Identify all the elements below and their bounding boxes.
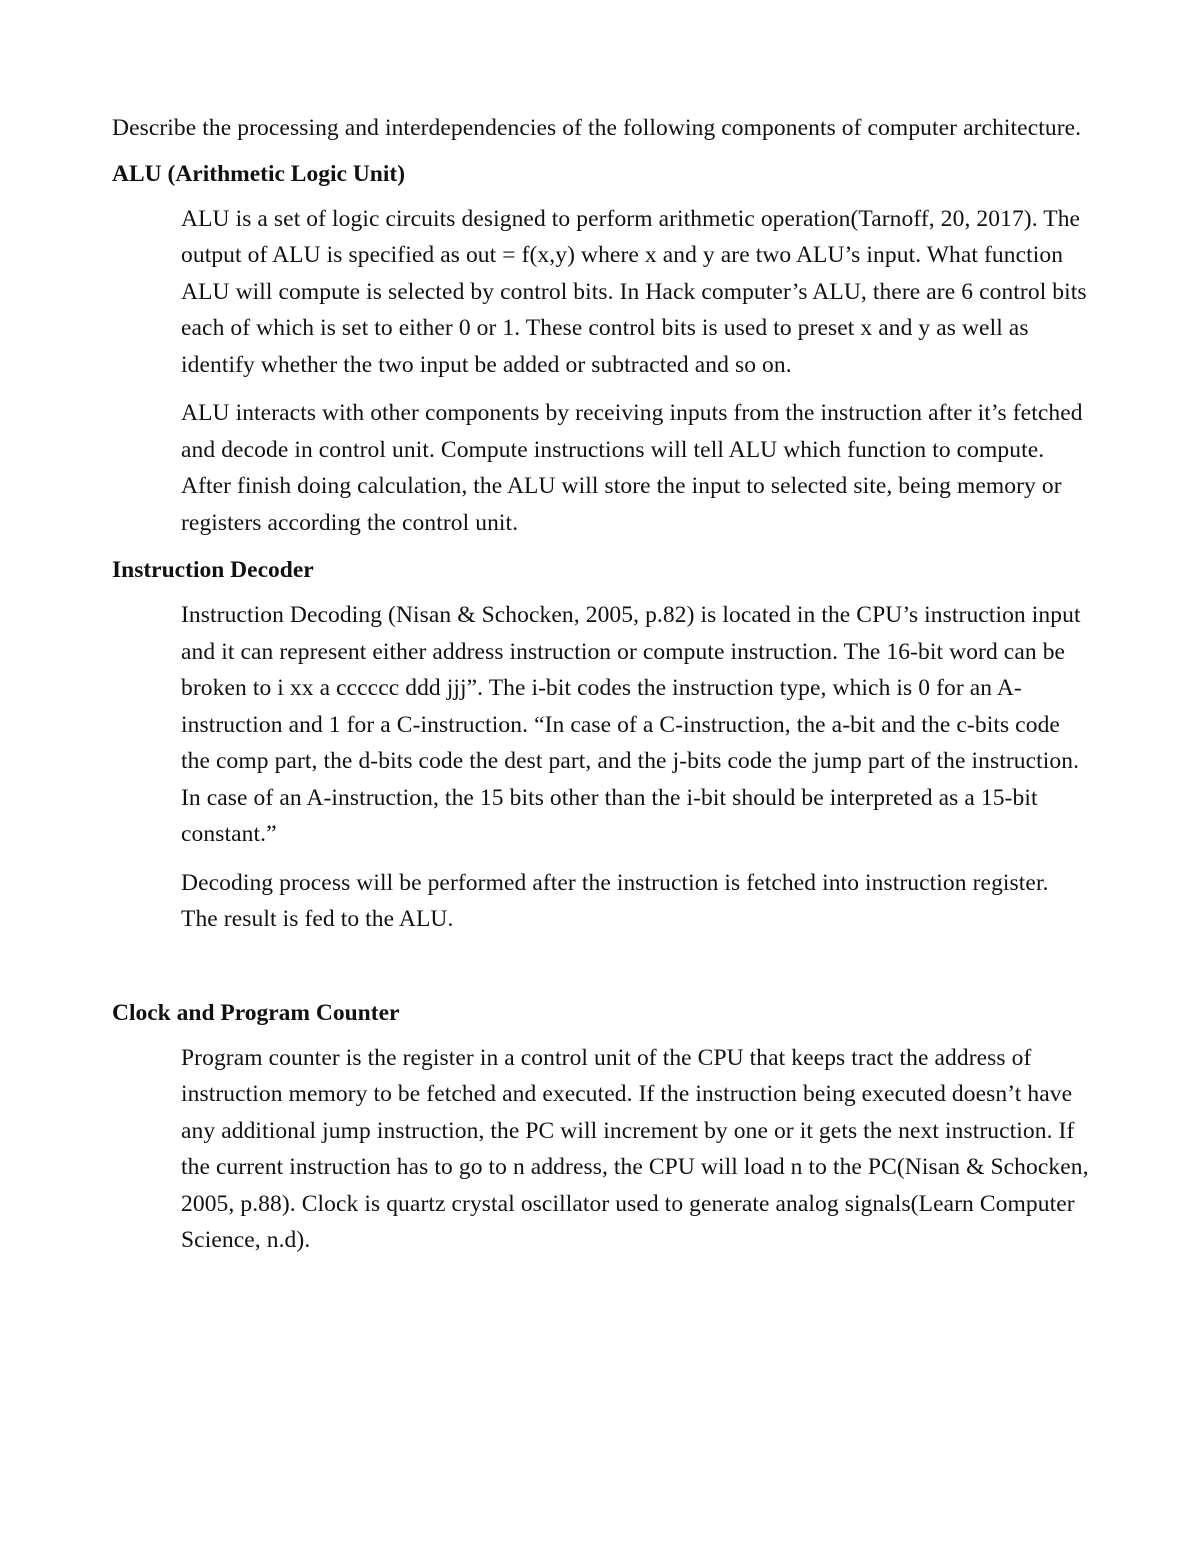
alu-paragraph-2: ALU interacts with other components by receiving inputs from the instruction after it’s fetched and decode in control unit. Compute instructions will tell ALU which function to compute. After finish doing calculation, the ALU will store the input to selected site, being memory or registers according the control unit.: [181, 400, 1083, 536]
section-spacer: [112, 950, 1090, 996]
section-heading-instruction-decoder: Instruction Decoder: [112, 557, 314, 583]
section-clock-program-counter: [112, 996, 1090, 1259]
section-instruction-decoder: [112, 553, 1090, 938]
clock-paragraph-1: Program counter is the register in a control unit of the CPU that keeps tract the address of instruction memory to be fetched and executed. If the instruction being executed doesn’t have any additional jump instruction, the PC will increment by one or it gets the next instruction. If the current instruction has to go to n address, the CPU will load n to the PC(Nisan & Schocken, 2005, p.88). Clock is quartz crystal oscillator used to generate analog signals(Learn Computer Science, n.d).: [181, 1044, 1089, 1253]
decoder-paragraph-2: Decoding process will be performed after the instruction is fetched into instruction register. The result is fed to the ALU.: [181, 869, 1049, 932]
decoder-paragraph-1: Instruction Decoding (Nisan & Schocken, 2005, p.82) is located in the CPU’s instruction input and it can represent either address instruction or compute instruction. The 16-bit word can be broken to i xx a cccccc ddd jjj”. The i-bit codes the instruction type, which is 0 for an A-instruction and 1 for a C-instruction. “In case of a C-instruction, the a-bit and the c-bits code the comp part, the d-bits code the dest part, and the j-bits code the jump part of the instruction. In case of an A-instruction, the 15 bits other than the i-bit should be interpreted as a 15-bit constant.”: [181, 602, 1081, 847]
section-heading-alu: ALU (Arithmetic Logic Unit): [112, 160, 406, 187]
intro-text: Describe the processing and interdependencies of the following components of computer architecture.: [112, 115, 1082, 141]
section-heading-clock-program-counter: Clock and Program Counter: [112, 999, 400, 1026]
section-alu: [112, 157, 1090, 542]
alu-paragraph-1: ALU is a set of logic circuits designed to perform arithmetic operation(Tarnoff, 20, 2017). The output of ALU is specified as out = f(x,y) where x and y are two ALU’s input. What function ALU will compute is selected by control bits. In Hack computer’s ALU, there are 6 control bits each of which is set to either 0 or 1. These control bits is used to preset x and y as well as identify whether the two input be added or subtracted and so on.: [181, 205, 1087, 378]
